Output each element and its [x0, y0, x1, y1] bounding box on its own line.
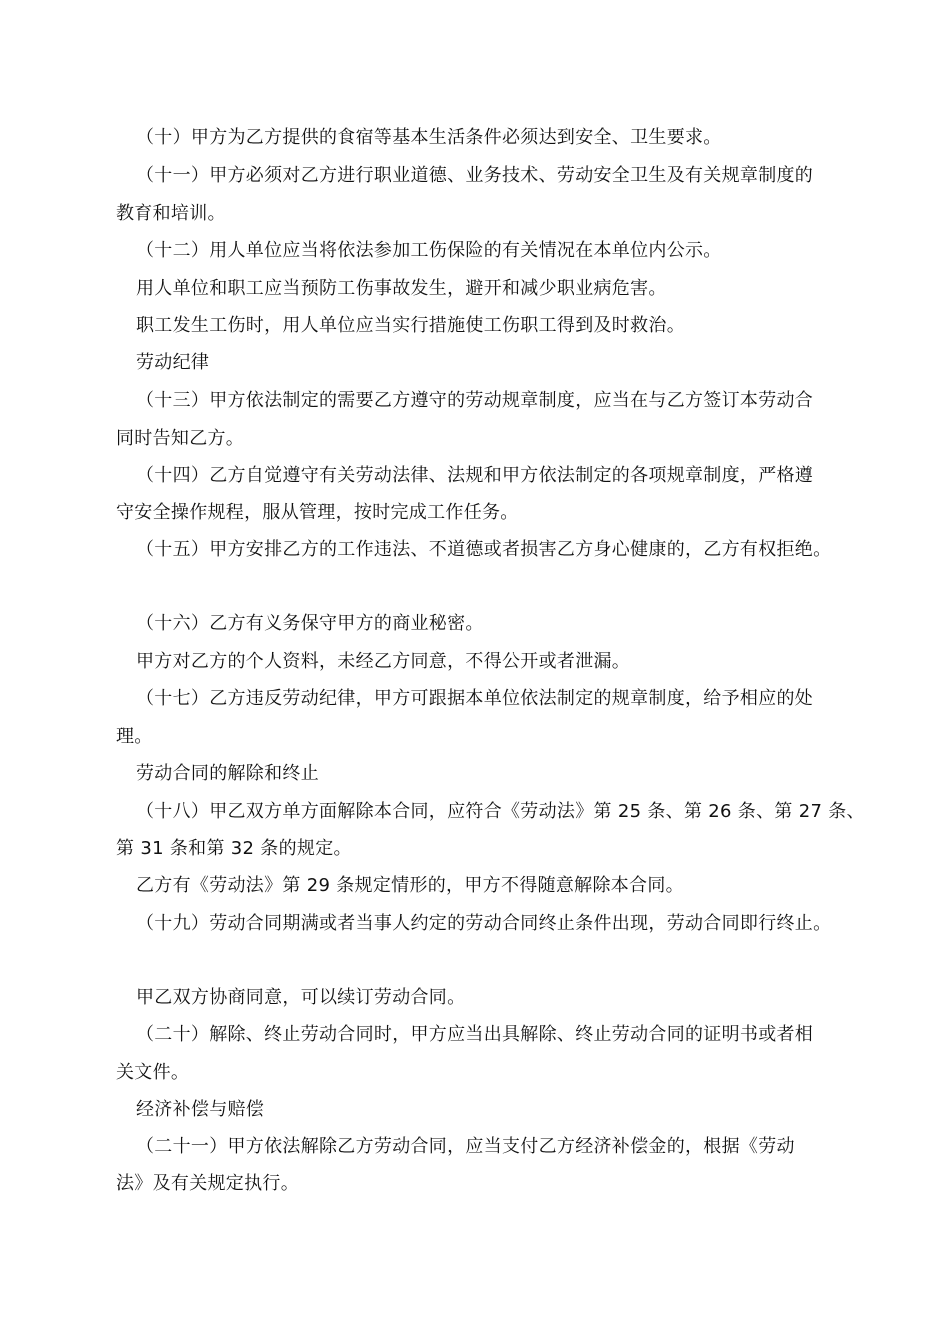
paragraph-injury-prevention: 用人单位和职工应当预防工伤事故发生，避开和减少职业病危害。: [136, 278, 667, 299]
clause-17-line-1: （十七）乙方违反劳动纪律，甲方可跟据本单位依法制定的规章制度，给予相应的处: [136, 688, 814, 709]
clause-13-line-2: 同时告知乙方。: [116, 428, 245, 449]
clause-21-line-2: 法》及有关规定执行。: [116, 1173, 299, 1194]
clause-18-line-2: 第 31 条和第 32 条的规定。: [116, 838, 352, 859]
clause-20-line-2: 关文件。: [116, 1062, 190, 1083]
section-heading-labor-discipline: 劳动纪律: [136, 352, 210, 373]
clause-11-line-1: （十一）甲方必须对乙方进行职业道德、业务技术、劳动安全卫生及有关规章制度的: [136, 165, 814, 186]
clause-19: （十九）劳动合同期满或者当事人约定的劳动合同终止条件出现，劳动合同即行终止。: [136, 913, 832, 934]
clause-12: （十二）用人单位应当将依法参加工伤保险的有关情况在本单位内公示。: [136, 240, 722, 261]
clause-17-line-2: 理。: [116, 726, 153, 747]
clause-21-line-1: （二十一）甲方依法解除乙方劳动合同，应当支付乙方经济补偿金的，根据《劳动: [136, 1136, 795, 1157]
paragraph-renewal: 甲乙双方协商同意，可以续订劳动合同。: [136, 987, 466, 1008]
clause-20-line-1: （二十）解除、终止劳动合同时，甲方应当出具解除、终止劳动合同的证明书或者相: [136, 1024, 814, 1045]
paragraph-personal-data: 甲方对乙方的个人资料，未经乙方同意，不得公开或者泄漏。: [136, 651, 631, 672]
paragraph-article-29: 乙方有《劳动法》第 29 条规定情形的，甲方不得随意解除本合同。: [136, 875, 684, 896]
clause-14-line-2: 守安全操作规程，服从管理，按时完成工作任务。: [116, 502, 519, 523]
clause-13-line-1: （十三）甲方依法制定的需要乙方遵守的劳动规章制度，应当在与乙方签订本劳动合: [136, 390, 814, 411]
section-heading-termination: 劳动合同的解除和终止: [136, 763, 319, 784]
clause-14-line-1: （十四）乙方自觉遵守有关劳动法律、法规和甲方依法制定的各项规章制度，严格遵: [136, 465, 814, 486]
paragraph-injury-treatment: 职工发生工伤时，用人单位应当实行措施使工伤职工得到及时救治。: [136, 315, 685, 336]
clause-10: （十）甲方为乙方提供的食宿等基本生活条件必须达到安全、卫生要求。: [136, 127, 722, 148]
clause-15: （十五）甲方安排乙方的工作违法、不道德或者损害乙方身心健康的，乙方有权拒绝。: [136, 539, 832, 560]
clause-18-line-1: （十八）甲乙双方单方面解除本合同，应符合《劳动法》第 25 条、第 26 条、第 27 条、: [136, 801, 865, 822]
section-heading-compensation: 经济补偿与赔偿: [136, 1099, 265, 1120]
clause-16: （十六）乙方有义务保守甲方的商业秘密。: [136, 613, 484, 634]
clause-11-line-2: 教育和培训。: [116, 203, 226, 224]
